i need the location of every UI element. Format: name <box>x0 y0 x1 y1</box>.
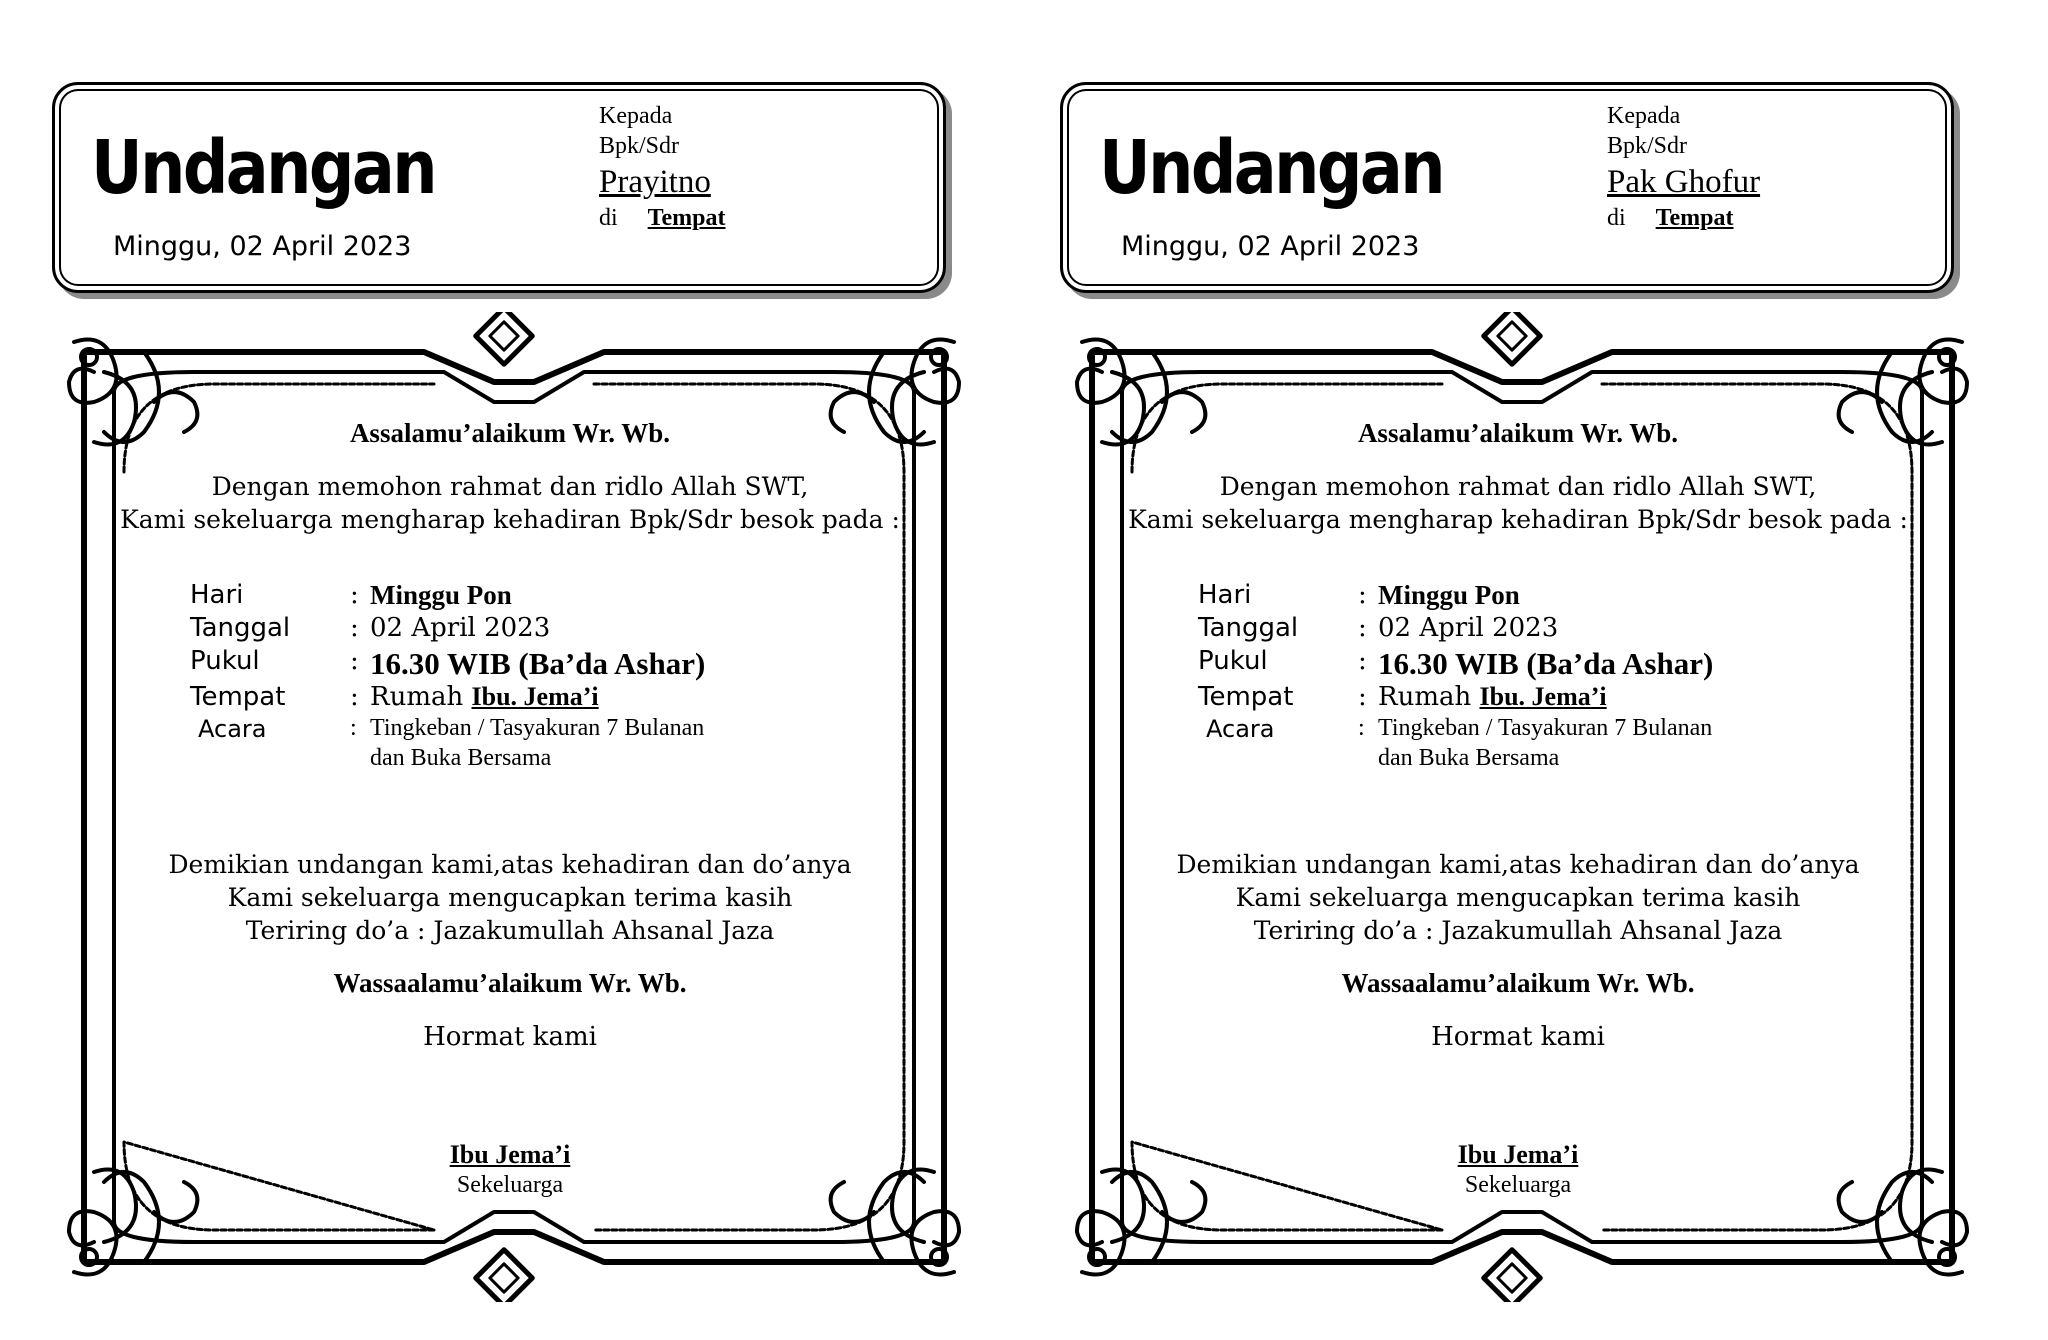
tempat-host: Ibu. Jema’i <box>471 682 599 711</box>
separator: : <box>350 646 359 676</box>
closing-line-2: Kami sekeluarga mengucapkan terima kasih <box>227 883 793 912</box>
tempat-label: Tempat <box>190 682 286 712</box>
greeting: Assalamu’alaikum Wr. Wb. <box>349 418 671 448</box>
separator: : <box>350 682 359 712</box>
place-label: Tempat <box>647 205 726 231</box>
intro-line-2: Kami sekeluarga mengharap kehadiran Bpk/Sdr besok pada : <box>120 505 900 534</box>
intro-line-1: Dengan memohon rahmat dan ridlo Allah SWT, <box>211 472 809 501</box>
closing-text <box>60 848 960 947</box>
intro-text <box>1068 470 1968 536</box>
signer-subtitle: Sekeluarga <box>1464 1172 1572 1198</box>
hari-label: Hari <box>1198 580 1252 610</box>
invitation-date: Minggu, 02 April 2023 <box>113 231 412 262</box>
regards: Hormat kami <box>423 1022 597 1052</box>
hari-label: Hari <box>190 580 244 610</box>
pukul-label: Pukul <box>1198 646 1268 676</box>
separator: : <box>350 580 359 610</box>
recipient-name: Prayitno <box>599 164 711 200</box>
recipient-block <box>599 101 725 233</box>
tempat-value <box>370 682 599 712</box>
separator: : <box>1358 580 1367 610</box>
acara-label: Acara <box>198 715 267 743</box>
signer-name: Ibu Jema’i <box>1457 1140 1579 1169</box>
intro-line-2: Kami sekeluarga mengharap kehadiran Bpk/Sdr besok pada : <box>1128 505 1908 534</box>
tempat-prefix: Rumah <box>370 682 472 712</box>
farewell: Wassaalamu’alaikum Wr. Wb. <box>1341 968 1695 998</box>
di-label: di <box>1607 205 1626 231</box>
invitation-title: Undangan <box>91 125 435 211</box>
closing-line-2: Kami sekeluarga mengucapkan terima kasih <box>1235 883 1801 912</box>
closing-text <box>1068 848 1968 947</box>
recipient-name: Pak Ghofur <box>1607 164 1761 200</box>
closing-line-3: Teriring do’a : Jazakumullah Ahsanal Jaza <box>1253 916 1783 945</box>
closing-line-3: Teriring do’a : Jazakumullah Ahsanal Jaza <box>245 916 775 945</box>
tanggal-value: 02 April 2023 <box>370 613 551 643</box>
acara-label: Acara <box>1206 715 1275 743</box>
separator: : <box>1358 613 1367 643</box>
acara-value-2: dan Buka Bersama <box>1378 745 1560 771</box>
acara-value-1: Tingkeban / Tasyakuran 7 Bulanan <box>1378 715 1713 741</box>
separator: : <box>350 613 359 643</box>
pukul-label: Pukul <box>190 646 260 676</box>
farewell: Wassaalamu’alaikum Wr. Wb. <box>333 968 687 998</box>
pukul-value: 16.30 WIB (Ba’da Ashar) <box>370 646 706 681</box>
to-label: Kepada <box>599 103 673 129</box>
signer-subtitle: Sekeluarga <box>456 1172 564 1198</box>
header-box <box>52 82 946 293</box>
tanggal-label: Tanggal <box>1198 613 1299 643</box>
closing-line-1: Demikian undangan kami,atas kehadiran dan do’anya <box>168 850 852 879</box>
intro-line-1: Dengan memohon rahmat dan ridlo Allah SWT, <box>1219 472 1817 501</box>
signer-name: Ibu Jema’i <box>449 1140 571 1169</box>
regards: Hormat kami <box>1431 1022 1605 1052</box>
title-label: Bpk/Sdr <box>1607 133 1688 159</box>
tempat-prefix: Rumah <box>1378 682 1480 712</box>
place-line <box>599 203 725 233</box>
tempat-value <box>1378 682 1607 712</box>
separator: : <box>350 715 357 741</box>
invitation-title: Undangan <box>1099 125 1443 211</box>
separator: : <box>1358 646 1367 676</box>
di-label: di <box>599 205 618 231</box>
separator: : <box>1358 682 1367 712</box>
place-label: Tempat <box>1655 205 1734 231</box>
tempat-label: Tempat <box>1198 682 1294 712</box>
title-label: Bpk/Sdr <box>599 133 680 159</box>
pukul-value: 16.30 WIB (Ba’da Ashar) <box>1378 646 1714 681</box>
separator: : <box>1358 715 1365 741</box>
tanggal-value: 02 April 2023 <box>1378 613 1559 643</box>
to-label: Kepada <box>1607 103 1681 129</box>
place-line <box>1607 203 1760 233</box>
hari-value: Minggu Pon <box>1378 580 1520 610</box>
greeting: Assalamu’alaikum Wr. Wb. <box>1357 418 1679 448</box>
acara-value-1: Tingkeban / Tasyakuran 7 Bulanan <box>370 715 705 741</box>
closing-line-1: Demikian undangan kami,atas kehadiran dan do’anya <box>1176 850 1860 879</box>
acara-value-2: dan Buka Bersama <box>370 745 552 771</box>
invitation-card-2 <box>1008 0 2032 1340</box>
recipient-block <box>1607 101 1760 233</box>
tanggal-label: Tanggal <box>190 613 291 643</box>
header-box <box>1060 82 1954 293</box>
hari-value: Minggu Pon <box>370 580 512 610</box>
invitation-date: Minggu, 02 April 2023 <box>1121 231 1420 262</box>
tempat-host: Ibu. Jema’i <box>1479 682 1607 711</box>
intro-text <box>60 470 960 536</box>
